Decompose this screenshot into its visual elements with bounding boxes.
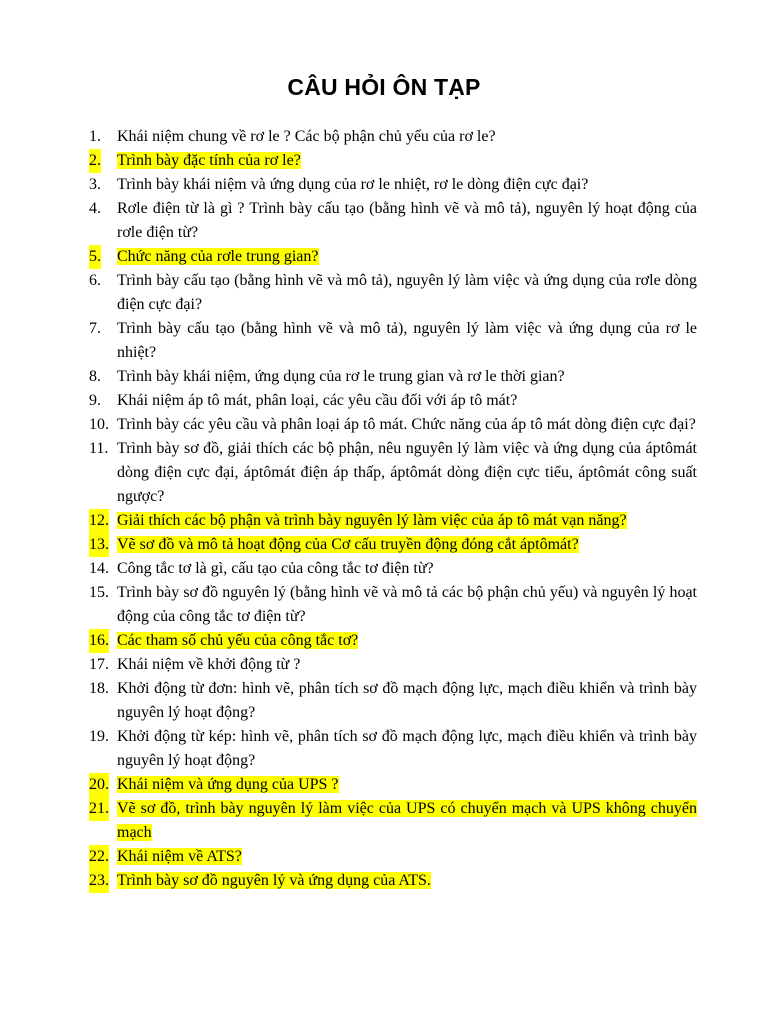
question-number: 9. bbox=[89, 392, 101, 409]
question-text: Khởi động từ đơn: hình vẽ, phân tích sơ đồ mạch động lực, mạch điều khiển và trình bày nguyên lý hoạt động? bbox=[117, 680, 697, 721]
question-item bbox=[89, 149, 697, 173]
question-number: 7. bbox=[89, 320, 101, 337]
question-item bbox=[89, 317, 697, 365]
question-item bbox=[89, 869, 697, 893]
question-number: 5. bbox=[89, 245, 101, 269]
question-item bbox=[89, 845, 697, 869]
question-text: Khái niệm về khởi động từ ? bbox=[117, 656, 301, 673]
question-text: Khái niệm về ATS? bbox=[117, 848, 242, 865]
question-text: Trình bày đặc tính của rơ le? bbox=[117, 152, 301, 169]
question-item bbox=[89, 629, 697, 653]
question-text: Trình bày khái niệm và ứng dụng của rơ le nhiệt, rơ le dòng điện cực đại? bbox=[117, 176, 589, 193]
question-text: Trình bày các yêu cầu và phân loại áp tô mát. Chức năng của áp tô mát dòng điện cực đại? bbox=[117, 416, 696, 433]
question-number: 14. bbox=[89, 560, 109, 577]
question-item bbox=[89, 797, 697, 845]
question-item bbox=[89, 533, 697, 557]
question-number: 13. bbox=[89, 533, 109, 557]
question-item bbox=[89, 173, 697, 197]
question-item bbox=[89, 773, 697, 797]
question-number: 2. bbox=[89, 149, 101, 173]
question-item bbox=[89, 197, 697, 245]
question-text: Trình bày sơ đồ nguyên lý (bằng hình vẽ và mô tả các bộ phận chủ yếu) và nguyên lý hoạt động của công tắc tơ điện từ? bbox=[117, 584, 697, 625]
question-number: 15. bbox=[89, 584, 109, 601]
page-title: CÂU HỎI ÔN TẠP bbox=[287, 74, 481, 100]
question-number: 16. bbox=[89, 629, 109, 653]
question-item bbox=[89, 125, 697, 149]
question-number: 18. bbox=[89, 680, 109, 697]
question-item bbox=[89, 725, 697, 773]
question-text: Khái niệm và ứng dụng của UPS ? bbox=[117, 776, 339, 793]
question-number: 17. bbox=[89, 656, 109, 673]
question-text: Các tham số chủ yếu của công tắc tơ? bbox=[117, 632, 359, 649]
question-item bbox=[89, 653, 697, 677]
question-item bbox=[89, 245, 697, 269]
question-item bbox=[89, 437, 697, 509]
question-text: Giải thích các bộ phận và trình bày nguyên lý làm việc của áp tô mát vạn năng? bbox=[117, 512, 627, 529]
question-item bbox=[89, 413, 697, 437]
question-text: Vẽ sơ đồ và mô tả hoạt động của Cơ cấu truyền động đóng cắt áptômát? bbox=[117, 536, 579, 553]
question-text: Trình bày khái niệm, ứng dụng của rơ le trung gian và rơ le thời gian? bbox=[117, 368, 565, 385]
question-item bbox=[89, 677, 697, 725]
question-number: 10. bbox=[89, 416, 109, 433]
question-text: Trình bày cấu tạo (bằng hình vẽ và mô tả), nguyên lý làm việc và ứng dụng của rơle dòng điện cực đại? bbox=[117, 272, 697, 313]
question-item bbox=[89, 509, 697, 533]
question-text: Rơle điện từ là gì ? Trình bày cấu tạo (bằng hình vẽ và mô tả), nguyên lý hoạt động của rơle điện từ? bbox=[117, 200, 697, 241]
question-number: 19. bbox=[89, 728, 109, 745]
question-text: Công tắc tơ là gì, cấu tạo của công tắc tơ điện từ? bbox=[117, 560, 434, 577]
question-number: 23. bbox=[89, 869, 109, 893]
question-text: Trình bày cấu tạo (bằng hình vẽ và mô tả), nguyên lý làm việc và ứng dụng của rơ le nhiệt? bbox=[117, 320, 697, 361]
question-item bbox=[89, 581, 697, 629]
question-number: 22. bbox=[89, 845, 109, 869]
question-item bbox=[89, 557, 697, 581]
question-text: Vẽ sơ đồ, trình bày nguyên lý làm việc của UPS có chuyển mạch và UPS không chuyển mạch bbox=[117, 800, 697, 841]
question-text: Trình bày sơ đồ nguyên lý và ứng dụng của ATS. bbox=[117, 872, 431, 889]
question-number: 1. bbox=[89, 128, 101, 145]
question-text: Khởi động từ kép: hình vẽ, phân tích sơ đồ mạch động lực, mạch điều khiển và trình bày nguyên lý hoạt động? bbox=[117, 728, 697, 769]
question-text: Khái niệm áp tô mát, phân loại, các yêu cầu đối với áp tô mát? bbox=[117, 392, 518, 409]
question-number: 11. bbox=[89, 440, 109, 457]
question-item bbox=[89, 389, 697, 413]
question-number: 8. bbox=[89, 368, 101, 385]
question-number: 4. bbox=[89, 200, 101, 217]
question-text: Chức năng của rơle trung gian? bbox=[117, 248, 319, 265]
question-number: 21. bbox=[89, 797, 109, 821]
question-item bbox=[89, 269, 697, 317]
question-number: 3. bbox=[89, 176, 101, 193]
question-number: 20. bbox=[89, 773, 109, 797]
question-text: Khái niệm chung về rơ le ? Các bộ phận chủ yếu của rơ le? bbox=[117, 128, 496, 145]
question-number: 6. bbox=[89, 272, 101, 289]
question-item bbox=[89, 365, 697, 389]
question-text: Trình bày sơ đồ, giải thích các bộ phận, nêu nguyên lý làm việc và ứng dụng của áptômát dòng điện cực đại, áptômát điện áp thấp, áptômát dòng điện cực tiểu, áptômát công suất ngược? bbox=[117, 440, 697, 505]
question-list bbox=[89, 125, 697, 893]
question-number: 12. bbox=[89, 509, 109, 533]
